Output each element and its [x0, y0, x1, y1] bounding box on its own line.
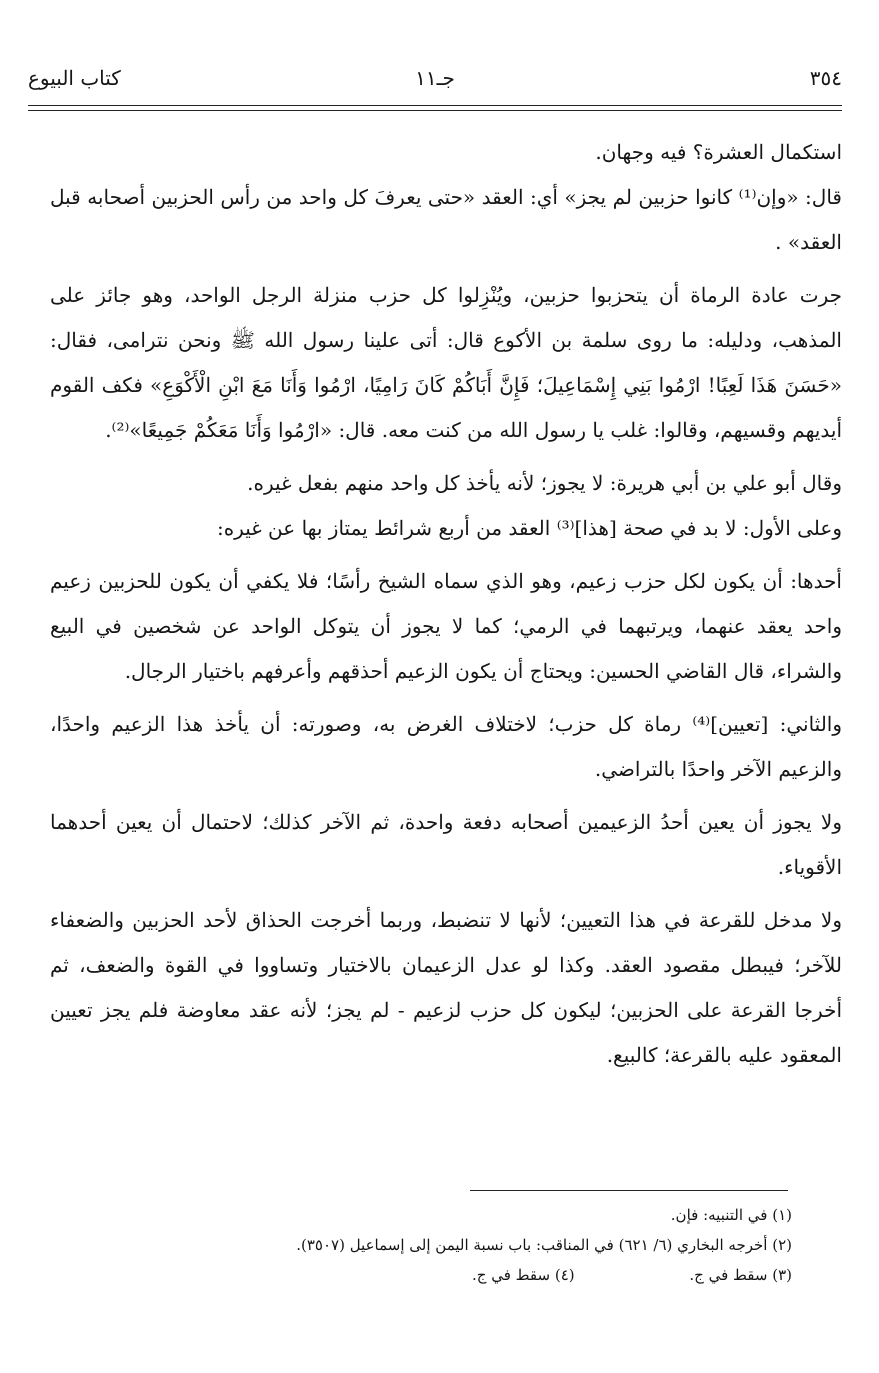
footnote: (٢) أخرجه البخاري (٦/ ٦٢١) في المناقب: باب نسبة اليمن إلى إسماعيل (٣٥٠٧).	[296, 1236, 792, 1254]
footnote-row	[50, 1260, 792, 1290]
volume-label: جـ١١	[415, 66, 455, 90]
header-rule-thin	[28, 110, 842, 111]
main-text	[50, 130, 842, 1086]
header-rule-thick	[28, 105, 842, 106]
paragraph: وقال أبو علي بن أبي هريرة: لا يجوز؛ لأنه يأخذ كل واحد منهم بفعل غيره.	[247, 471, 842, 495]
footnote: (١) في التنبيه: فإن.	[670, 1206, 792, 1224]
footnote: (٣) سقط في ج.	[689, 1266, 792, 1284]
book-title: كتاب البيوع	[28, 66, 121, 90]
page-number: ٣٥٤	[809, 66, 842, 90]
paragraph: وعلى الأول: لا بد في صحة [هذا]⁽³⁾ العقد من أربع شرائط يمتاز بها عن غيره:	[216, 516, 842, 540]
paragraph: قال: «وإن⁽¹⁾ كانوا حزبين لم يجز» أي: العقد «حتى يعرفَ كل واحد من رأس الحزبين أصحابه قبل العقد» .	[50, 185, 842, 254]
paragraph: أحدها: أن يكون لكل حزب زعيم، وهو الذي سماه الشيخ رأسًا؛ فلا يكفي أن يكون للحزبين زعيم واحد يعقد عنهما، ويرتبهما في الرمي؛ كما لا يجوز أن يتوكل الواحد عن شخصين في البيع والشراء، قال القاضي الحسين: ويحتاج أن يكون الزعيم أحذقهم وأعرفهم باختيار الرجال.	[50, 569, 842, 683]
footnotes	[50, 1200, 792, 1290]
paragraph: استكمال العشرة؟ فيه وجهان.	[595, 140, 842, 164]
page-header	[28, 66, 842, 100]
paragraph: والثاني: [تعيين]⁽⁴⁾ رماة كل حزب؛ لاختلاف الغرض به، وصورته: أن يأخذ هذا الزعيم واحدًا، والزعيم الآخر واحدًا بالتراضي.	[50, 712, 843, 781]
footnote: (٤) سقط في ج.	[472, 1266, 575, 1284]
paragraph: جرت عادة الرماة أن يتحزبوا حزبين، ويُنْزِلوا كل حزب منزلة الرجل الواحد، وهو جائز على المذهب، ودليله: ما روى سلمة بن الأكوع قال: أتى علينا رسول الله ﷺ ونحن نترامى، فقال: «حَسَنَ هَذَا لَعِبًا! ارْمُوا بَنِي إِسْمَاعِيلَ؛ فَإِنَّ أَبَاكُمْ كَانَ رَامِيًا، ارْمُوا وَأَنَا مَعَ ابْنِ الْأَكْوَعِ» فكف القوم أيديهم وقسيهم، وقالوا: غلب يا رسول الله من كنت معه. قال: «ارْمُوا وَأَنَا مَعَكُمْ جَمِيعًا»⁽²⁾.	[50, 283, 842, 442]
paragraph: ولا مدخل للقرعة في هذا التعيين؛ لأنها لا تنضبط، وربما أخرجت الحذاق لأحد الحزبين والضعفاء للآخر؛ فيبطل مقصود العقد. وكذا لو عدل الزعيمان بالاختيار وتساووا في القوة والضعف، ثم أخرجا القرعة على الحزبين؛ ليكون كل حزب لزعيم - لم يجز؛ لأنه عقد معاوضة فلم يجز تعيين المعقود عليه بالقرعة؛ كالبيع.	[50, 908, 842, 1067]
footnote-separator	[470, 1190, 788, 1191]
paragraph: ولا يجوز أن يعين أحدُ الزعيمين أصحابه دفعة واحدة، ثم الآخر كذلك؛ لاحتمال أن يعين أحدهما الأقوياء.	[50, 810, 842, 879]
